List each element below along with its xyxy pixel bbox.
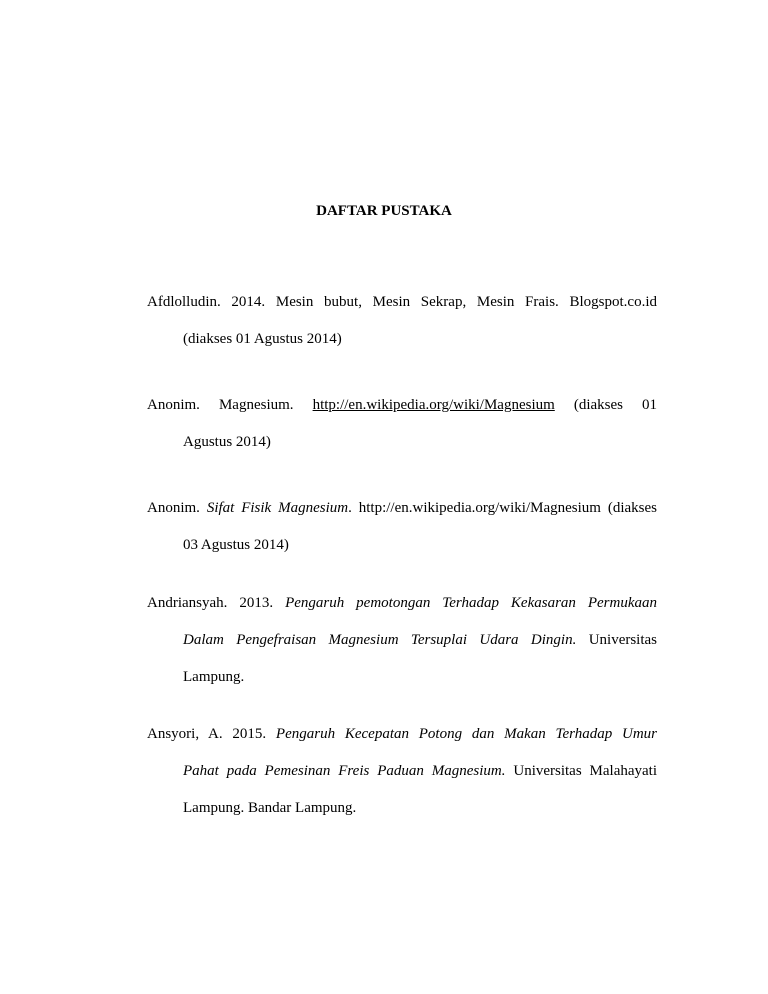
reference-line <box>147 716 657 753</box>
reference-title-text: Sifat Fisik Magnesium <box>206 500 349 516</box>
reference-entry-ansyori <box>147 716 657 827</box>
reference-line: 03 Agustus 2014) <box>183 537 289 553</box>
reference-entry-afdlolludin <box>147 284 657 358</box>
reference-line <box>147 490 657 527</box>
reference-title: Pahat pada Pemesinan Freis Paduan Magnesium. <box>183 763 506 779</box>
reference-rest: . http://en.wikipedia.org/wiki/Magnesium (diakses <box>348 500 657 516</box>
reference-line <box>147 753 657 790</box>
reference-title: Pengaruh pemotongan Terhadap Kekasaran Permukaan <box>285 595 658 611</box>
reference-line <box>147 387 657 424</box>
reference-line: Lampung. Bandar Lampung. <box>183 800 357 816</box>
reference-entry-anonim-magnesium <box>147 387 657 461</box>
reference-title: Dalam Pengefraisan Magnesium Tersuplai Udara Dingin. <box>183 632 577 648</box>
reference-line: Afdlolludin. 2014. Mesin bubut, Mesin Sekrap, Mesin Frais. Blogspot.co.id <box>147 294 657 310</box>
reference-line: Agustus 2014) <box>183 434 271 450</box>
reference-line: Lampung. <box>183 669 245 685</box>
reference-entry-anonim-sifat-fisik <box>147 490 657 564</box>
reference-author: Anonim. Magnesium. <box>147 397 294 413</box>
reference-line: (diakses 01 Agustus 2014) <box>183 331 342 347</box>
reference-line <box>147 585 657 622</box>
reference-author: Andriansyah. 2013. <box>147 595 274 611</box>
reference-title: Pengaruh Kecepatan Potong dan Makan Terhadap Umur <box>275 726 658 742</box>
reference-publisher: Universitas Malahayati <box>513 763 658 779</box>
reference-author: Ansyori, A. 2015. <box>147 726 267 742</box>
reference-url-link[interactable]: http://en.wikipedia.org/wiki/Magnesium <box>312 397 555 413</box>
reference-publisher: Universitas <box>588 632 658 648</box>
page-title: DAFTAR PUSTAKA <box>316 203 452 219</box>
reference-line <box>147 622 657 659</box>
reference-access-day: 01 <box>642 397 658 413</box>
reference-access-note: (diakses <box>573 397 623 413</box>
reference-author: Anonim. <box>147 500 200 516</box>
reference-title <box>207 500 657 516</box>
reference-entry-andriansyah <box>147 585 657 696</box>
